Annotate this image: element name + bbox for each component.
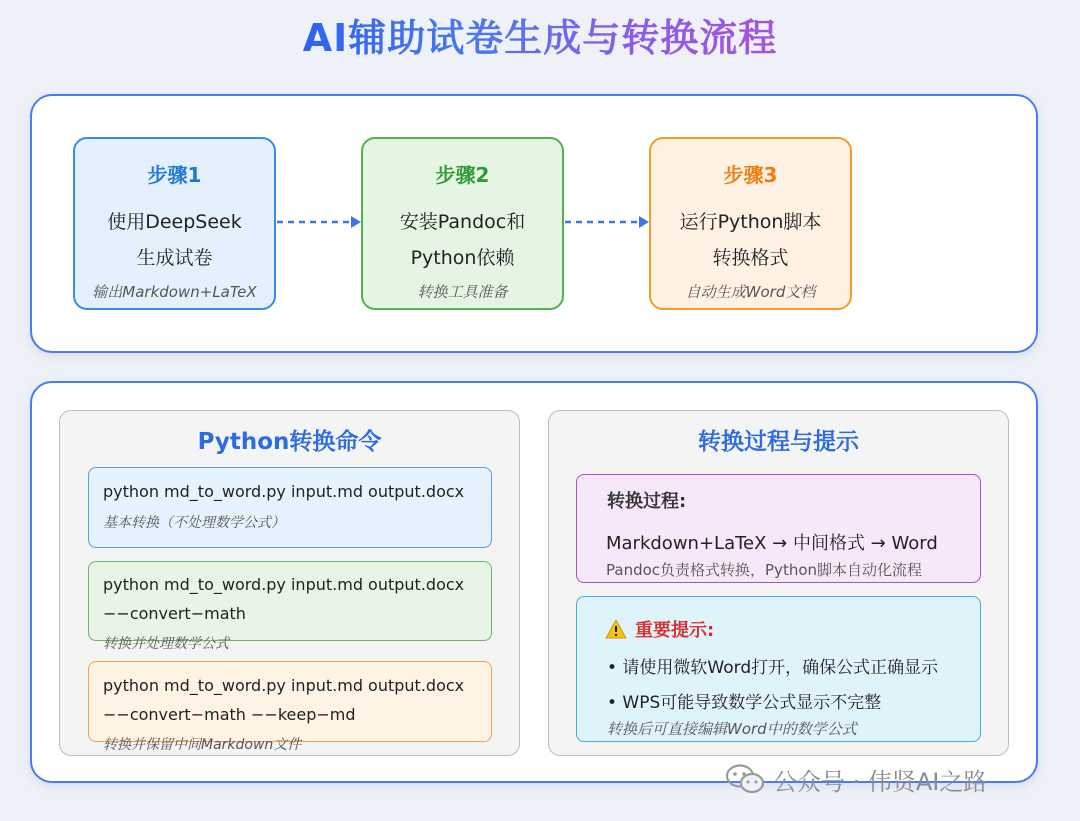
- command-text: python md_to_word.py input.md output.docx: [103, 676, 465, 695]
- command-text: python md_to_word.py input.md output.docx: [103, 482, 465, 501]
- step-2-line1: 安装Pandoc和: [399, 211, 526, 233]
- process-flow: Markdown+LaTeX → 中间格式 → Word: [606, 533, 938, 554]
- process-title: 转换过程与提示: [698, 429, 859, 455]
- step-1-heading: 步骤1: [147, 163, 202, 187]
- step-1-line2: 生成试卷: [136, 247, 213, 269]
- process-card: [576, 474, 981, 583]
- step-2-card: [361, 137, 564, 310]
- tips-heading-row: [605, 616, 714, 642]
- arrow-right-icon: [275, 214, 363, 230]
- arrow-right-icon: [563, 214, 651, 230]
- command-flags: −−convert−math: [103, 604, 246, 623]
- command-card-basic: [88, 467, 492, 548]
- command-description: 转换并处理数学公式: [103, 636, 229, 652]
- step-2-note: 转换工具准备: [417, 283, 508, 301]
- command-flags: −−convert−math −−keep−md: [103, 705, 356, 724]
- warning-icon: [605, 619, 627, 639]
- process-heading: 转换过程:: [607, 491, 687, 512]
- command-description: 基本转换（不处理数学公式）: [103, 515, 285, 531]
- step-1-card: [73, 137, 276, 310]
- tip-item: • WPS可能导致数学公式显示不完整: [607, 693, 882, 713]
- step-1-line1: 使用DeepSeek: [107, 211, 242, 233]
- step-3-line1: 运行Python脚本: [679, 211, 822, 233]
- step-2-heading: 步骤2: [435, 163, 490, 187]
- command-text: python md_to_word.py input.md output.docx: [103, 575, 465, 594]
- step-2-line2: Python依赖: [410, 247, 515, 269]
- step-3-card: [649, 137, 852, 310]
- command-card-math: [88, 561, 492, 652]
- page-title: AI辅助试卷生成与转换流程: [302, 16, 778, 60]
- command-description: 转换并保留中间Markdown文件: [103, 737, 302, 753]
- wechat-icon: [725, 764, 765, 794]
- tip-item: • 请使用微软Word打开，确保公式正确显示: [607, 658, 939, 678]
- tips-note: 转换后可直接编辑Word中的数学公式: [607, 720, 857, 738]
- step-3-heading: 步骤3: [723, 163, 778, 187]
- tips-heading: 重要提示:: [635, 620, 715, 641]
- tips-card: [576, 596, 981, 742]
- watermark: [725, 759, 987, 799]
- commands-title: Python转换命令: [197, 429, 382, 455]
- step-3-line2: 转换格式: [712, 247, 789, 269]
- command-card-keep-md: [88, 661, 492, 753]
- step-1-note: 输出Markdown+LaTeX: [92, 283, 257, 301]
- watermark-text: 公众号 · 伟贤AI之路: [773, 767, 988, 796]
- process-note: Pandoc负责格式转换，Python脚本自动化流程: [606, 561, 923, 579]
- step-3-note: 自动生成Word文档: [685, 283, 816, 301]
